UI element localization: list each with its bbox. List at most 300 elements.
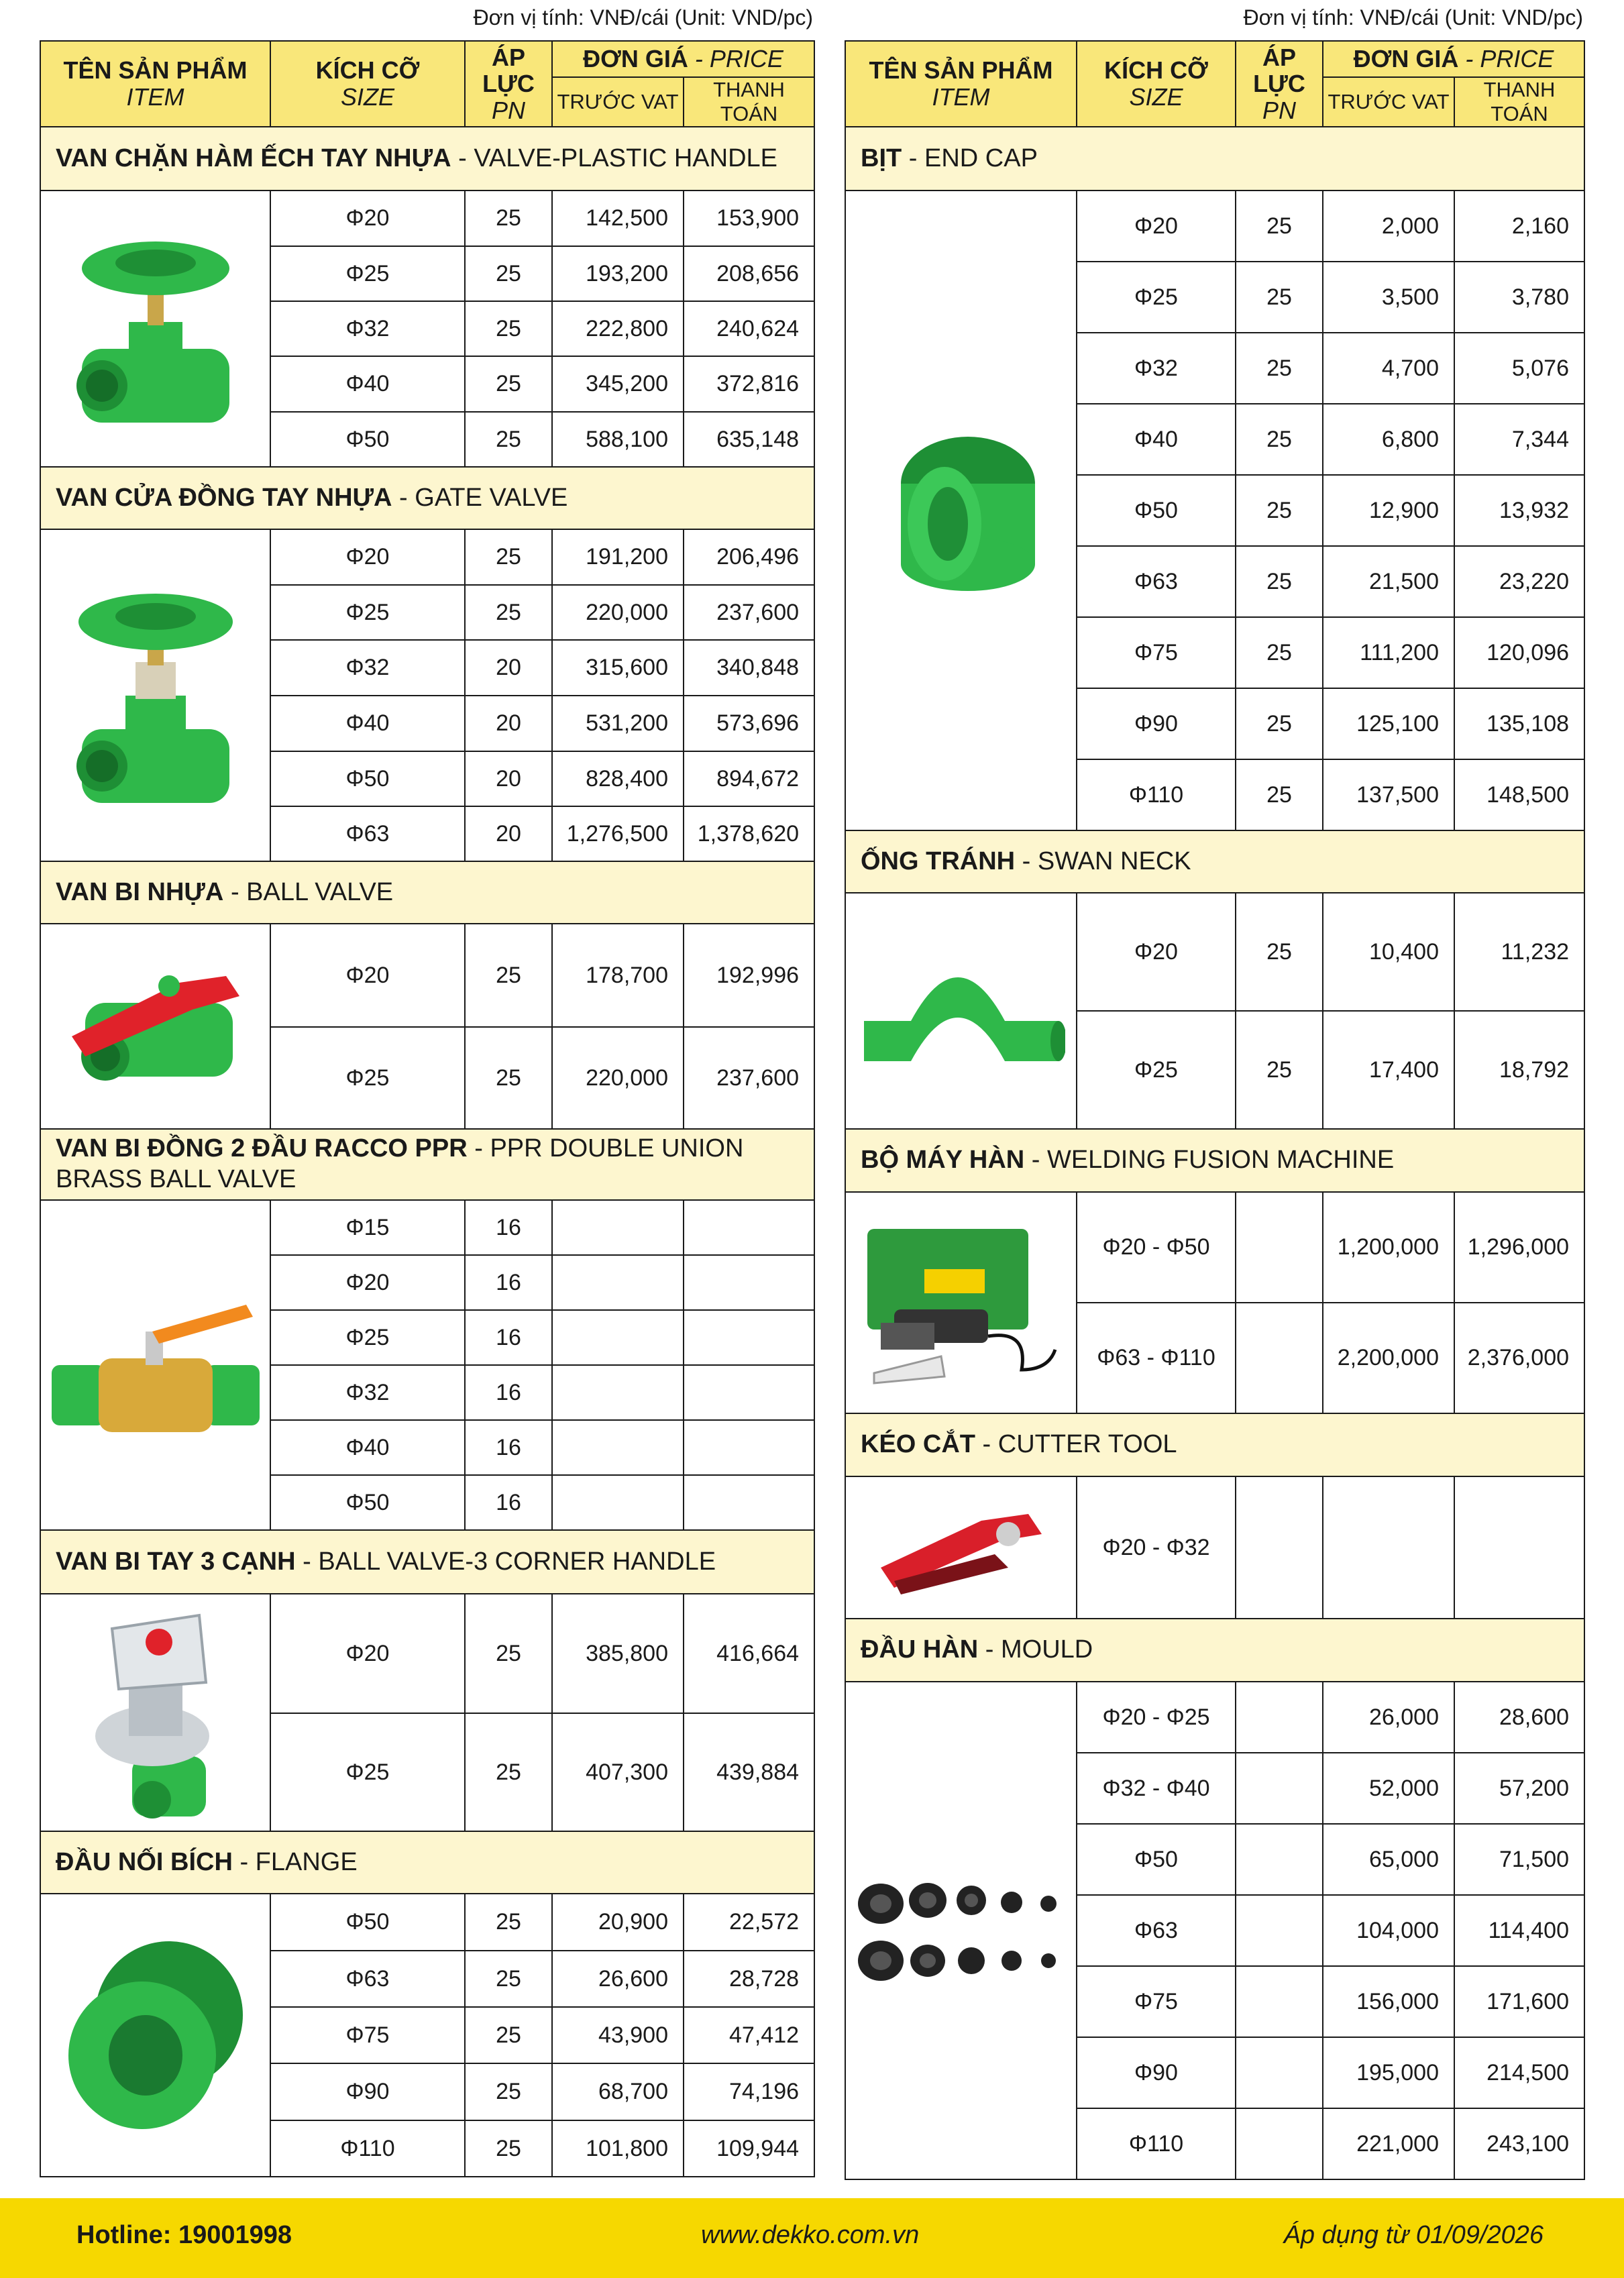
pressure-cell: 16 [465,1365,552,1420]
size-cell: Φ90 [1077,2037,1236,2108]
pressure-cell: 25 [1236,404,1323,475]
size-cell: Φ50 [1077,1824,1236,1895]
pressure-cell: 25 [465,2063,552,2120]
item-header-vn: TÊN SẢN PHẨM [869,56,1053,85]
section-title [845,1619,1584,1682]
pressure-cell: 25 [465,246,552,301]
price-header [552,41,814,77]
section-name-vn: BỊT [861,144,902,172]
size-header [270,41,465,127]
table-row [40,1894,814,1951]
table-row [845,191,1584,262]
pressure-cell: 25 [465,1027,552,1129]
price-table-left [40,40,815,2177]
price-before-vat-cell: 10,400 [1323,893,1454,1011]
size-cell: Φ75 [1077,1966,1236,2037]
table-row [845,893,1584,1011]
size-cell: Φ25 [270,1310,465,1365]
pressure-cell: 20 [465,806,552,861]
pressure-cell: 25 [465,356,552,412]
price-header-en: - PRICE [688,45,783,73]
pressure-cell: 25 [465,191,552,246]
pressure-cell: 20 [465,751,552,806]
section-row [40,467,814,529]
price-total-cell: 192,996 [684,924,814,1027]
size-cell: Φ32 [270,301,465,356]
price-before-vat-cell [1323,1476,1454,1619]
pressure-cell: 25 [1236,475,1323,546]
size-cell: Φ63 [1077,1895,1236,1966]
section-name-en: - GATE VALVE [392,483,568,512]
product-image [845,1682,1077,2179]
price-before-vat-cell: 2,200,000 [1323,1303,1454,1413]
size-cell: Φ50 [1077,475,1236,546]
size-cell: Φ110 [1077,2108,1236,2179]
header-row [845,41,1584,77]
price-total-cell: 7,344 [1454,404,1584,475]
price-before-vat-cell: 1,200,000 [1323,1192,1454,1303]
price-before-vat-cell: 191,200 [552,529,684,585]
price-table-right [845,40,1585,2180]
pressure-cell: 16 [465,1200,552,1255]
pn-header-en: PN [1262,96,1296,124]
size-cell: Φ25 [270,585,465,640]
size-header-vn: KÍCH CỠ [1104,56,1208,85]
size-header-vn: KÍCH CỠ [315,56,420,85]
section-name-vn: VAN BI NHỰA [56,877,224,906]
price-total-cell [684,1420,814,1475]
price-before-vat-cell: 101,800 [552,2120,684,2177]
price-before-vat-cell: 193,200 [552,246,684,301]
size-cell: Φ40 [1077,404,1236,475]
price-total-cell: 1,296,000 [1454,1192,1584,1303]
pressure-cell: 25 [1236,546,1323,617]
price-total-cell: 214,500 [1454,2037,1584,2108]
price-before-vat-cell: 142,500 [552,191,684,246]
price-total-cell: 71,500 [1454,1824,1584,1895]
section-row [40,1129,814,1200]
price-before-vat-cell: 156,000 [1323,1966,1454,2037]
section-row [845,127,1584,191]
size-cell: Φ20 [270,924,465,1027]
size-cell: Φ90 [1077,688,1236,759]
pressure-cell: 16 [465,1255,552,1310]
pressure-cell [1236,2108,1323,2179]
table-row [845,1476,1584,1619]
pressure-cell: 25 [465,924,552,1027]
size-cell: Φ40 [270,1420,465,1475]
price-before-vat-cell: 220,000 [552,585,684,640]
product-image [40,1894,270,2177]
mould-icon [846,1863,1076,1998]
pressure-cell: 25 [1236,688,1323,759]
price-before-vat-cell: 828,400 [552,751,684,806]
price-total-cell: 57,200 [1454,1753,1584,1824]
size-cell: Φ20 - Φ50 [1077,1192,1236,1303]
website-link[interactable]: www.dekko.com.vn [701,2221,920,2249]
size-cell: Φ110 [1077,759,1236,830]
price-total-cell [684,1255,814,1310]
size-cell: Φ20 [270,1594,465,1713]
size-cell: Φ75 [270,2007,465,2063]
price-total-cell: 2,160 [1454,191,1584,262]
price-total-cell: 240,624 [684,301,814,356]
size-cell: Φ20 - Φ32 [1077,1476,1236,1619]
pressure-cell: 25 [465,301,552,356]
item-header-en: ITEM [126,83,184,111]
section-name-en: - END CAP [902,144,1038,172]
table-row [40,1200,814,1255]
table-row [845,1682,1584,1753]
size-header-en: SIZE [1129,83,1183,111]
pn-header-vn: ÁP LỰC [1253,43,1305,98]
pressure-cell: 20 [465,696,552,751]
item-header [40,41,270,127]
size-cell: Φ20 [270,1255,465,1310]
price-total-cell [1454,1476,1584,1619]
section-name-vn: ĐẦU HÀN [861,1635,979,1664]
section-row [845,1413,1584,1476]
total-header: THANH TOÁN [684,77,814,127]
price-total-cell: 1,378,620 [684,806,814,861]
pressure-cell: 25 [1236,759,1323,830]
pressure-cell [1236,1192,1323,1303]
price-total-cell [684,1365,814,1420]
item-header [845,41,1077,127]
pressure-cell: 16 [465,1420,552,1475]
price-before-vat-cell: 68,700 [552,2063,684,2120]
price-before-vat-cell: 385,800 [552,1594,684,1713]
pressure-cell [1236,1895,1323,1966]
flange-icon [41,1935,270,2136]
price-total-cell: 148,500 [1454,759,1584,830]
total-header: THANH TOÁN [1454,77,1584,127]
size-cell: Φ32 [270,1365,465,1420]
size-cell: Φ20 [1077,893,1236,1011]
price-total-cell: 135,108 [1454,688,1584,759]
before-vat-header: TRƯỚC VAT [1323,77,1454,127]
size-cell: Φ40 [270,356,465,412]
footer-bar [0,2198,1624,2278]
price-before-vat-cell [552,1475,684,1530]
price-total-cell: 28,728 [684,1951,814,2007]
section-name-en: - MOULD [978,1635,1093,1664]
price-before-vat-cell: 2,000 [1323,191,1454,262]
price-total-cell: 237,600 [684,585,814,640]
pressure-cell: 25 [1236,333,1323,404]
price-total-cell [684,1200,814,1255]
price-total-cell: 894,672 [684,751,814,806]
price-total-cell: 47,412 [684,2007,814,2063]
price-total-cell: 237,600 [684,1027,814,1129]
price-before-vat-cell: 178,700 [552,924,684,1027]
cutter-tool-icon [846,1494,1076,1601]
price-before-vat-cell: 588,100 [552,412,684,467]
size-cell: Φ110 [270,2120,465,2177]
size-cell: Φ20 [270,191,465,246]
price-total-cell: 28,600 [1454,1682,1584,1753]
size-cell: Φ32 - Φ40 [1077,1753,1236,1824]
size-cell: Φ40 [270,696,465,751]
section-name-vn: ĐẦU NỐI BÍCH [56,1847,233,1876]
section-title [40,1129,814,1200]
price-total-cell: 114,400 [1454,1895,1584,1966]
price-total-cell: 416,664 [684,1594,814,1713]
price-total-cell: 3,780 [1454,262,1584,333]
price-total-cell: 439,884 [684,1713,814,1831]
price-total-cell: 109,944 [684,2120,814,2177]
price-before-vat-cell: 26,000 [1323,1682,1454,1753]
table-row [845,1192,1584,1303]
table-row [40,924,814,1027]
price-total-cell: 5,076 [1454,333,1584,404]
product-image [845,893,1077,1129]
price-total-cell: 11,232 [1454,893,1584,1011]
section-row [845,830,1584,893]
pressure-cell: 25 [465,1594,552,1713]
section-name-en: - VALVE-PLASTIC HANDLE [451,144,777,172]
price-total-cell: 372,816 [684,356,814,412]
price-before-vat-cell: 4,700 [1323,333,1454,404]
size-header-en: SIZE [340,83,394,111]
before-vat-header: TRƯỚC VAT [552,77,684,127]
pressure-cell: 25 [465,529,552,585]
table-row [40,1594,814,1713]
price-header [1323,41,1584,77]
section-name-en: - FLANGE [232,1847,358,1876]
product-image [40,1200,270,1530]
price-total-cell: 206,496 [684,529,814,585]
price-before-vat-cell: 12,900 [1323,475,1454,546]
product-image [845,1192,1077,1413]
size-cell: Φ25 [1077,1011,1236,1129]
size-cell: Φ25 [270,246,465,301]
section-name-en: - BALL VALVE [223,877,394,906]
price-before-vat-cell: 26,600 [552,1951,684,2007]
product-image [40,191,270,467]
price-total-cell [684,1310,814,1365]
size-cell: Φ50 [270,1894,465,1951]
size-cell: Φ20 [1077,191,1236,262]
pn-header [1236,41,1323,127]
welding-machine-icon [846,1215,1076,1390]
product-image [40,1594,270,1831]
pressure-cell: 16 [465,1475,552,1530]
pressure-cell [1236,1753,1323,1824]
pressure-cell [1236,2037,1323,2108]
price-total-cell: 573,696 [684,696,814,751]
price-total-cell: 243,100 [1454,2108,1584,2179]
pressure-cell [1236,1966,1323,2037]
pressure-cell: 25 [1236,191,1323,262]
pressure-cell: 25 [465,585,552,640]
end-cap-icon [846,423,1076,598]
product-image [40,529,270,861]
price-before-vat-cell: 111,200 [1323,617,1454,688]
size-cell: Φ63 - Φ110 [1077,1303,1236,1413]
price-before-vat-cell: 222,800 [552,301,684,356]
unit-note-left: Đơn vị tính: VNĐ/cái (Unit: VND/pc) [473,5,813,30]
section-name-en: - PPR DOUBLE UNION BRASS BALL VALVE [56,1134,744,1193]
pressure-cell: 25 [465,2007,552,2063]
pressure-cell [1236,1303,1323,1413]
price-before-vat-cell: 195,000 [1323,2037,1454,2108]
size-cell: Φ63 [270,1951,465,2007]
price-before-vat-cell: 20,900 [552,1894,684,1951]
price-total-cell: 340,848 [684,640,814,696]
section-name-en: - BALL VALVE-3 CORNER HANDLE [295,1547,716,1576]
price-before-vat-cell: 65,000 [1323,1824,1454,1895]
section-title [40,1530,814,1594]
pn-header [465,41,552,127]
pressure-cell: 20 [465,640,552,696]
section-title [845,1413,1584,1476]
pressure-cell: 25 [465,1894,552,1951]
price-total-cell: 153,900 [684,191,814,246]
pressure-cell: 25 [1236,893,1323,1011]
size-cell: Φ63 [270,806,465,861]
price-total-cell: 74,196 [684,2063,814,2120]
size-cell: Φ32 [270,640,465,696]
price-header-vn: ĐƠN GIÁ [1353,45,1459,73]
price-before-vat-cell: 1,276,500 [552,806,684,861]
section-name-vn: VAN CHẶN HÀM ẾCH TAY NHỰA [56,144,451,172]
price-total-cell: 120,096 [1454,617,1584,688]
price-before-vat-cell: 220,000 [552,1027,684,1129]
section-name-vn: VAN BI TAY 3 CẠNH [56,1547,296,1576]
size-cell: Φ15 [270,1200,465,1255]
pressure-cell: 25 [1236,1011,1323,1129]
price-before-vat-cell [552,1420,684,1475]
size-cell: Φ63 [1077,546,1236,617]
price-total-cell: 13,932 [1454,475,1584,546]
price-before-vat-cell: 221,000 [1323,2108,1454,2179]
section-row [40,1831,814,1894]
size-cell: Φ32 [1077,333,1236,404]
gate-valve-icon [41,575,270,816]
size-cell: Φ20 [270,529,465,585]
size-cell: Φ25 [270,1027,465,1129]
price-before-vat-cell: 315,600 [552,640,684,696]
price-total-cell: 18,792 [1454,1011,1584,1129]
size-cell: Φ20 - Φ25 [1077,1682,1236,1753]
price-before-vat-cell: 6,800 [1323,404,1454,475]
section-name-en: - SWAN NECK [1015,847,1191,875]
price-before-vat-cell [552,1200,684,1255]
section-name-vn: VAN BI ĐỒNG 2 ĐẦU RACCO PPR [56,1134,468,1163]
section-name-vn: KÉO CẮT [861,1430,975,1459]
plastic-handle-valve-icon [41,221,270,436]
price-before-vat-cell [552,1310,684,1365]
pressure-cell: 25 [1236,617,1323,688]
price-total-cell: 22,572 [684,1894,814,1951]
size-header [1077,41,1236,127]
item-header-en: ITEM [932,83,990,111]
hotline: Hotline: 19001998 [76,2221,292,2249]
product-image [40,924,270,1129]
price-header-vn: ĐƠN GIÁ [583,45,688,73]
corner-handle-valve-icon [41,1602,270,1823]
price-before-vat-cell: 52,000 [1323,1753,1454,1824]
section-row [40,861,814,924]
price-total-cell: 2,376,000 [1454,1303,1584,1413]
table-row [40,529,814,585]
pressure-cell: 25 [465,412,552,467]
pressure-cell: 25 [465,1713,552,1831]
price-before-vat-cell: 21,500 [1323,546,1454,617]
section-title [845,1129,1584,1192]
pn-header-en: PN [491,96,525,124]
price-before-vat-cell: 17,400 [1323,1011,1454,1129]
section-title [845,127,1584,191]
size-cell: Φ90 [270,2063,465,2120]
price-before-vat-cell: 3,500 [1323,262,1454,333]
pn-header-vn: ÁP LỰC [482,43,535,98]
size-cell: Φ50 [270,412,465,467]
section-title [40,861,814,924]
pressure-cell: 25 [465,1951,552,2007]
price-total-cell: 208,656 [684,246,814,301]
section-row [40,127,814,191]
price-before-vat-cell [552,1365,684,1420]
ball-valve-icon [41,956,270,1097]
price-before-vat-cell: 531,200 [552,696,684,751]
price-total-cell: 171,600 [1454,1966,1584,2037]
section-name-en: - WELDING FUSION MACHINE [1024,1146,1395,1175]
pressure-cell [1236,1682,1323,1753]
section-name-vn: VAN CỬA ĐỒNG TAY NHỰA [56,483,392,512]
pressure-cell [1236,1476,1323,1619]
section-row [845,1619,1584,1682]
swan-neck-icon [846,947,1076,1075]
size-cell: Φ50 [270,1475,465,1530]
header-row [40,41,814,77]
price-before-vat-cell: 345,200 [552,356,684,412]
price-total-cell: 23,220 [1454,546,1584,617]
pressure-cell [1236,1824,1323,1895]
price-before-vat-cell: 125,100 [1323,688,1454,759]
price-header-en: - PRICE [1458,45,1554,73]
section-name-en: - CUTTER TOOL [975,1430,1177,1459]
price-before-vat-cell [552,1255,684,1310]
size-cell: Φ75 [1077,617,1236,688]
brass-ball-valve-icon [41,1291,270,1439]
table-row [40,191,814,246]
section-row [845,1129,1584,1192]
unit-note-right: Đơn vị tính: VNĐ/cái (Unit: VND/pc) [1243,5,1583,30]
section-name-vn: BỘ MÁY HÀN [861,1146,1025,1175]
section-name-vn: ỐNG TRÁNH [861,847,1016,875]
price-before-vat-cell: 407,300 [552,1713,684,1831]
section-row [40,1530,814,1594]
price-total-cell [684,1475,814,1530]
effective-date: Áp dụng từ 01/09/2026 [1283,2221,1544,2249]
section-title [40,467,814,529]
pressure-cell: 16 [465,1310,552,1365]
price-before-vat-cell: 104,000 [1323,1895,1454,1966]
size-cell: Φ25 [270,1713,465,1831]
price-before-vat-cell: 137,500 [1323,759,1454,830]
pressure-cell: 25 [1236,262,1323,333]
item-header-vn: TÊN SẢN PHẨM [63,56,248,85]
product-image [845,1476,1077,1619]
section-title [845,830,1584,893]
price-total-cell: 635,148 [684,412,814,467]
size-cell: Φ50 [270,751,465,806]
size-cell: Φ25 [1077,262,1236,333]
section-title [40,1831,814,1894]
pressure-cell: 25 [465,2120,552,2177]
